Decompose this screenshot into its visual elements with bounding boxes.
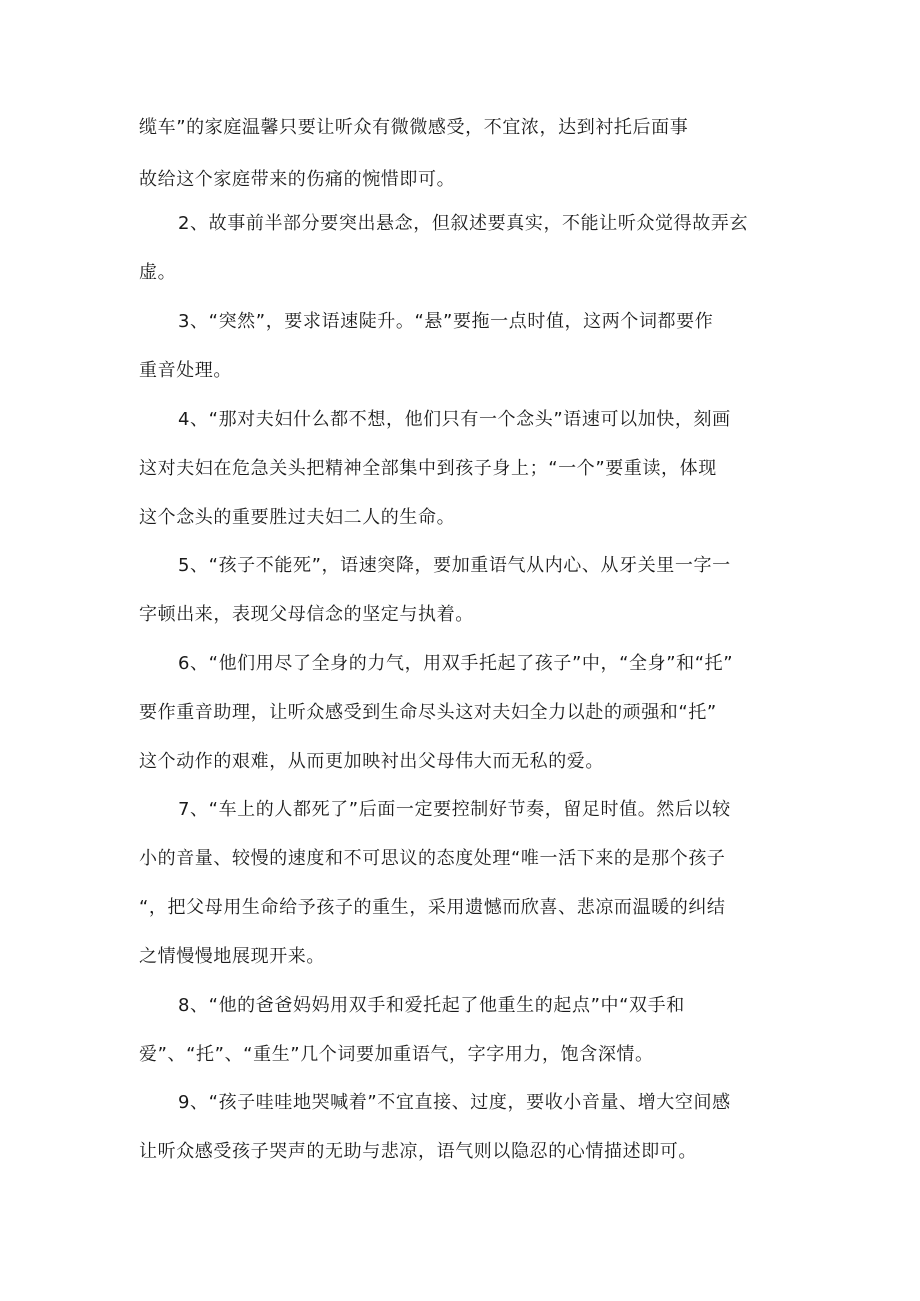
text-line-5: 3、“突然”，要求语速陡升。“悬”要拖一点时值，这两个词都要作 [178, 311, 714, 332]
text-line-13: 要作重音助理，让听众感受到生命尽头这对夫妇全力以赴的顽强和“托” [139, 702, 717, 723]
text-line-2: 故给这个家庭带来的伤痛的惋惜即可。 [139, 169, 456, 190]
text-line-15: 7、“车上的人都死了”后面一定要控制好节奏，留足时值。然后以较 [178, 799, 731, 820]
text-line-17: “，把父母用生命给予孩子的重生，采用遗憾而欣喜、悲凉而温暖的纠结 [139, 897, 726, 918]
text-line-22: 让听众感受孩子哭声的无助与悲凉，语气则以隐忍的心情描述即可。 [139, 1141, 697, 1162]
text-line-19: 8、“他的爸爸妈妈用双手和爱托起了他重生的起点”中“双手和 [178, 995, 685, 1016]
text-line-18: 之情慢慢地展现开来。 [139, 946, 325, 967]
text-line-21: 9、“孩子哇哇地哭喊着”不宜直接、过度，要收小音量、增大空间感 [178, 1092, 731, 1113]
text-line-7: 4、“那对夫妇什么都不想，他们只有一个念头”语速可以加快，刻画 [178, 409, 731, 430]
text-line-3: 2、故事前半部分要突出悬念，但叙述要真实，不能让听众觉得故弄玄 [178, 213, 749, 234]
text-line-11: 字顿出来，表现父母信念的坚定与执着。 [139, 604, 474, 625]
text-line-9: 这个念头的重要胜过夫妇二人的生命。 [139, 507, 456, 528]
text-line-16: 小的音量、较慢的速度和不可思议的态度处理“唯一活下来的是那个孩子 [139, 848, 726, 869]
text-line-10: 5、“孩子不能死”，语速突降，要加重语气从内心、从牙关里一字一 [178, 555, 731, 576]
text-line-14: 这个动作的艰难，从而更加映衬出父母伟大而无私的爱。 [139, 751, 604, 772]
text-line-4: 虚。 [139, 262, 177, 283]
text-line-20: 爱”、“托”、“重生”几个词要加重语气，字字用力，饱含深情。 [139, 1044, 654, 1065]
text-line-8: 这对夫妇在危急关头把精神全部集中到孩子身上；“一个”要重读，体现 [139, 458, 717, 479]
text-line-12: 6、“他们用尽了全身的力气，用双手托起了孩子”中，“全身”和“托” [178, 653, 734, 674]
text-line-1: 缆车”的家庭温馨只要让听众有微微感受，不宜浓，达到衬托后面事 [139, 117, 689, 138]
text-line-6: 重音处理。 [139, 360, 232, 381]
